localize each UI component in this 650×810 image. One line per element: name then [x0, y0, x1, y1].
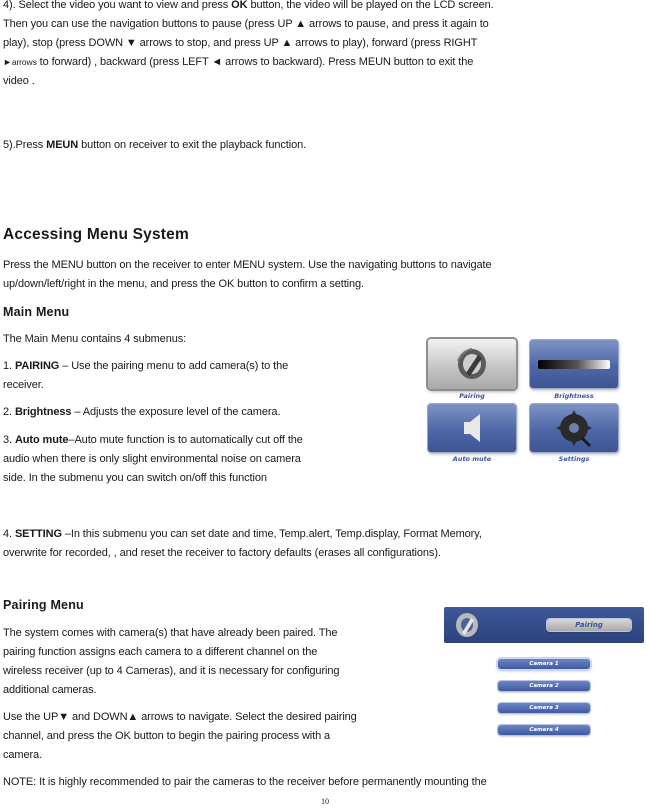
ok-term: OK	[231, 0, 248, 11]
pairing-line1: The system comes with camera(s) that have already been paired. The	[3, 627, 338, 639]
item-number: 4.	[3, 528, 15, 540]
auto-mute-tile	[428, 404, 516, 452]
main-item-2	[3, 403, 280, 422]
step4-text: button, the video will be played on the LCD screen.	[247, 0, 494, 11]
main-item-4-line2: overwrite for recorded, , and reset the receiver to factory defaults (erases all configurations).	[3, 547, 441, 559]
settings-tile	[530, 404, 618, 452]
step4-line4	[3, 53, 473, 72]
pairing-note: NOTE: It is highly recommended to pair the cameras to the receiver before permanently mounting the	[3, 776, 487, 788]
right-arrow-glyph: ►	[3, 57, 12, 67]
step5-text: 5).Press	[3, 139, 47, 151]
item-text: –Auto mute function is to automatically cut off the	[68, 434, 303, 446]
brightness-bar-icon	[530, 340, 618, 388]
main-item-1-line1	[3, 357, 288, 376]
pairing-tile	[428, 339, 516, 389]
pairing-header-bar	[444, 607, 644, 643]
step5-line	[3, 136, 306, 155]
pairing-line6: channel, and press the OK button to begin the pairing process with a	[3, 730, 331, 742]
item-number: 1.	[3, 360, 15, 372]
main-item-3-line2: audio when there is only slight environmental noise on camera	[3, 453, 301, 465]
brightness-tile	[530, 340, 618, 388]
pairing-icon	[452, 611, 482, 639]
camera-1-button[interactable]: Camera 1	[498, 659, 590, 669]
auto-mute-tile-label: Auto mute	[452, 455, 492, 463]
main-item-3-line3: side. In the submenu you can switch on/off this function	[3, 472, 267, 484]
meun-term: MEUN	[46, 139, 79, 151]
pairing-tile-label: Pairing	[459, 392, 485, 400]
accessing-line1: Press the MENU button on the receiver to enter MENU system. Use the navigating buttons to navigate	[3, 259, 492, 271]
pairing-line2: pairing function assigns each camera to a different channel on the	[3, 646, 318, 658]
item-term: Brightness	[14, 406, 72, 418]
pairing-line3: wireless receiver (up to 4 Cameras), and it is necessary for configuring	[3, 665, 340, 677]
main-menu-title: Main Menu	[3, 305, 70, 319]
step4-line5: video .	[3, 75, 35, 87]
pairing-line5: Use the UP▼ and DOWN▲ arrows to navigate. Select the desired pairing	[3, 711, 357, 723]
pairing-line7: camera.	[3, 749, 43, 761]
accessing-line2: up/down/left/right in the menu, and press the OK button to confirm a setting.	[3, 278, 365, 290]
main-item-1-line2: receiver.	[3, 379, 44, 391]
page-number: 10	[321, 797, 329, 806]
step4-line1	[3, 0, 494, 15]
item-number: 2.	[3, 406, 15, 418]
main-menu-intro: The Main Menu contains 4 submenus:	[3, 333, 187, 345]
item-term: SETTING	[14, 528, 62, 540]
step4-line2: Then you can use the navigation buttons to pause (press UP ▲ arrows to pause, and press it again to	[3, 18, 489, 30]
step5-text: button on receiver to exit the playback function.	[78, 139, 307, 151]
item-term: PAIRING	[14, 360, 60, 372]
camera-4-button[interactable]: Camera 4	[498, 725, 590, 735]
pairing-header-label: Pairing	[547, 619, 631, 631]
step4-line3: play), stop (press DOWN ▼ arrows to stop, and press UP ▲ arrows to play), forward (press RIGHT	[3, 37, 478, 49]
brightness-tile-label: Brightness	[554, 392, 594, 400]
settings-tile-label: Settings	[558, 455, 590, 463]
pairing-line4: additional cameras.	[3, 684, 97, 696]
pairing-icon	[428, 339, 516, 389]
pairing-menu-screenshot	[444, 607, 644, 747]
item-text: – Adjusts the exposure level of the camera.	[71, 406, 281, 418]
pairing-menu-title: Pairing Menu	[3, 598, 84, 612]
camera-2-button[interactable]: Camera 2	[498, 681, 590, 691]
main-item-3-line1	[3, 431, 303, 450]
main-item-4-line1	[3, 525, 482, 544]
step4-text: 4). Select the video you want to view and press	[3, 0, 232, 11]
item-text: –In this submenu you can set date and time, Temp.alert, Temp.display, Format Memory,	[61, 528, 482, 540]
item-text: – Use the pairing menu to add camera(s) to the	[59, 360, 289, 372]
main-menu-screenshot	[424, 336, 624, 472]
arrows-word: arrows	[11, 57, 37, 67]
accessing-title: Accessing Menu System	[3, 226, 189, 243]
camera-3-button[interactable]: Camera 3	[498, 703, 590, 713]
item-term: Auto mute	[14, 434, 69, 446]
speaker-icon	[428, 404, 516, 452]
settings-icon	[530, 404, 618, 452]
item-number: 3.	[3, 434, 15, 446]
step4-text: to forward) , backward (press LEFT ◄ arrows to backward). Press MEUN button to exit the	[36, 56, 474, 68]
